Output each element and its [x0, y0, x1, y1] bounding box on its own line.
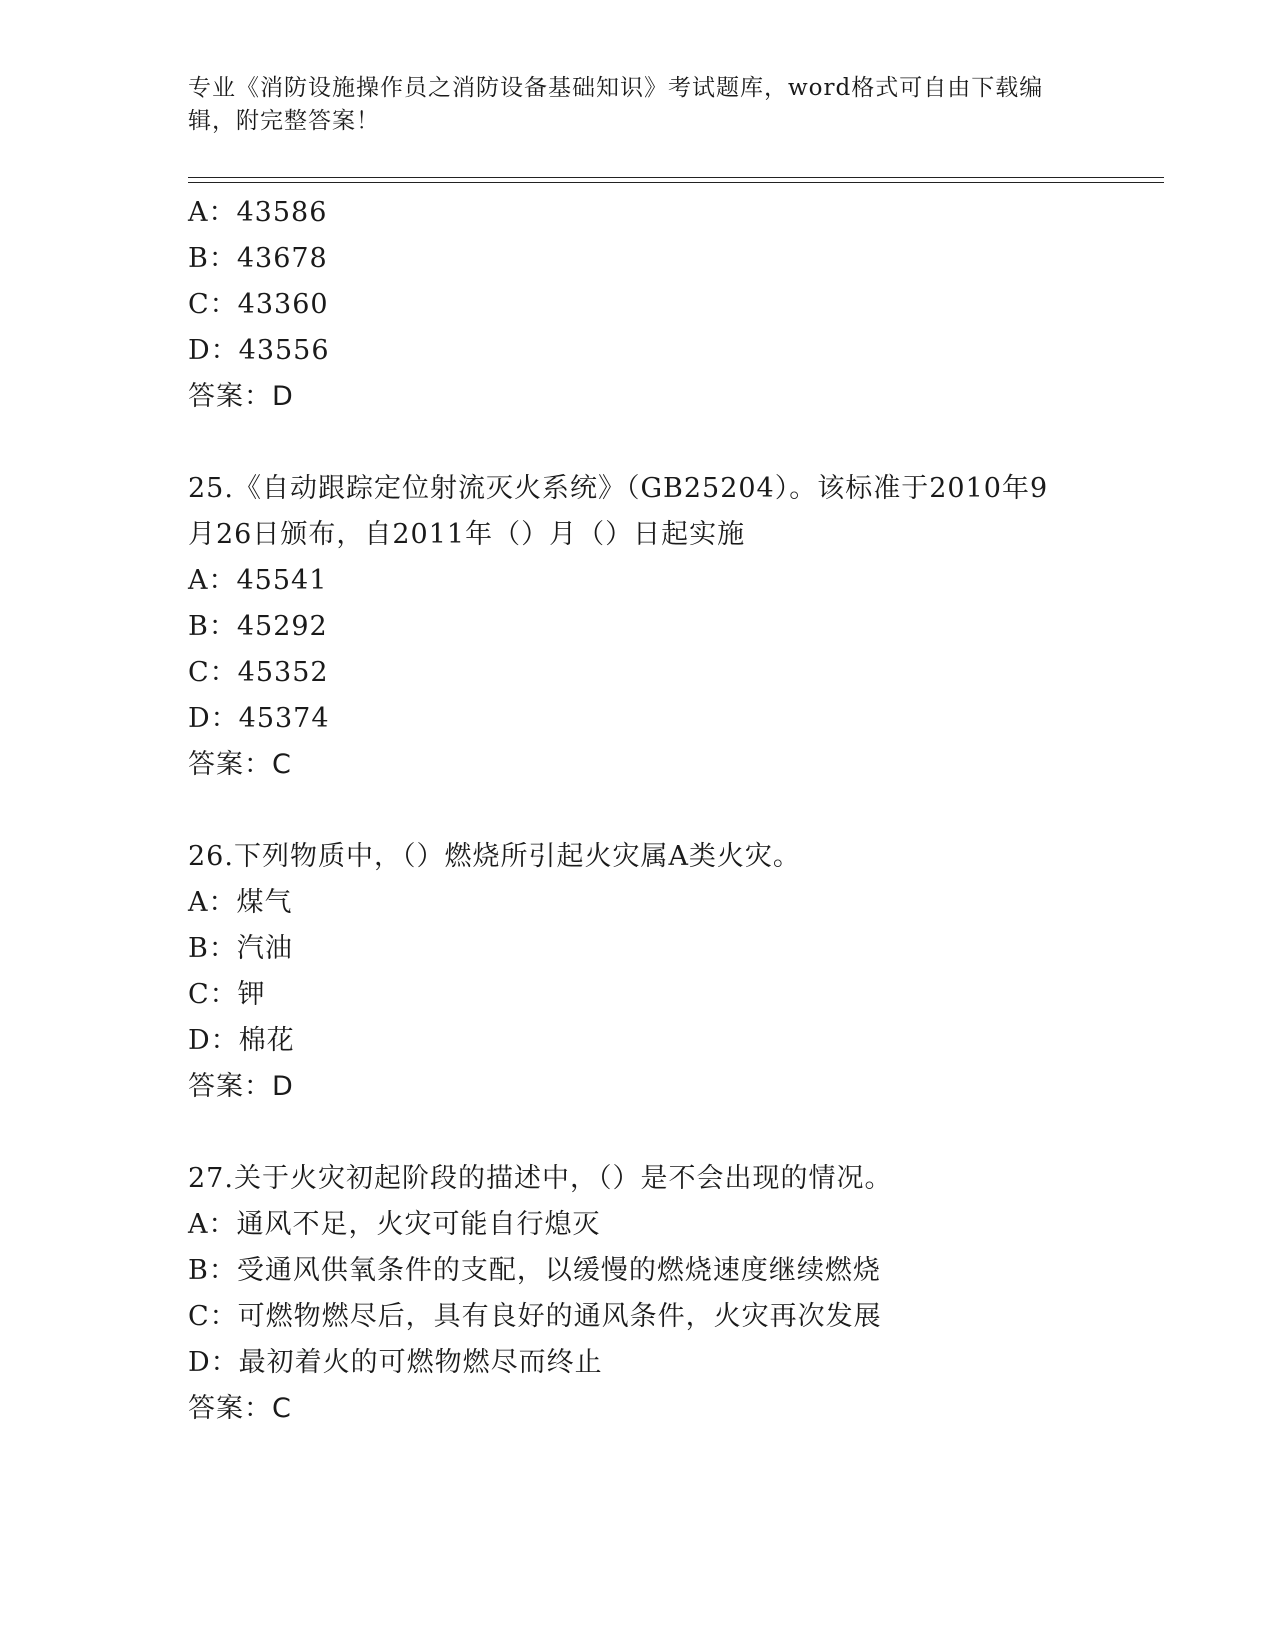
- option-b: B：汽油: [188, 933, 293, 964]
- option-d: D：45374: [188, 703, 330, 734]
- option-b: B：45292: [188, 611, 328, 642]
- option-c: C：钾: [188, 979, 266, 1010]
- answer-line: 答案：C: [188, 749, 292, 780]
- option-a: A：通风不足，火灾可能自行熄灭: [188, 1209, 601, 1240]
- question-24-tail: [188, 190, 1148, 420]
- question-text: 27.关于火灾初起阶段的描述中，（）是不会出现的情况。: [188, 1163, 893, 1194]
- question-list: [188, 190, 1148, 1432]
- header-divider-bottom: [188, 182, 1164, 183]
- option-d: D：最初着火的可燃物燃尽而终止: [188, 1347, 603, 1378]
- option-c: C：43360: [188, 289, 329, 320]
- header-divider-top: [188, 177, 1164, 178]
- option-b: B：受通风供氧条件的支配，以缓慢的燃烧速度继续燃烧: [188, 1255, 881, 1286]
- question-26: [188, 834, 1148, 1110]
- question-text: 26.下列物质中，（）燃烧所引起火灾属A类火灾。: [188, 841, 801, 872]
- option-a: A：45541: [188, 565, 328, 596]
- option-c: C：45352: [188, 657, 329, 688]
- answer-line: 答案：C: [188, 1393, 292, 1424]
- option-d: D：43556: [188, 335, 330, 366]
- option-b: B：43678: [188, 243, 328, 274]
- question-27: [188, 1156, 1148, 1432]
- option-a: A：煤气: [188, 887, 293, 918]
- option-a: A：43586: [188, 197, 328, 228]
- option-c: C：可燃物燃尽后，具有良好的通风条件，火灾再次发展: [188, 1301, 882, 1332]
- option-d: D：棉花: [188, 1025, 295, 1056]
- question-25: [188, 466, 1148, 788]
- document-header: 专业《消防设施操作员之消防设备基础知识》考试题库，word格式可自由下载编辑，附完整答案！: [188, 75, 1044, 134]
- answer-line: 答案：D: [188, 1071, 294, 1102]
- question-text-cont: 月26日颁布，自2011年（）月（）日起实施: [188, 519, 746, 550]
- question-text: 25.《自动跟踪定位射流灭火系统》（GB25204）。该标准于2010年9: [188, 473, 1049, 504]
- answer-line: 答案：D: [188, 381, 294, 412]
